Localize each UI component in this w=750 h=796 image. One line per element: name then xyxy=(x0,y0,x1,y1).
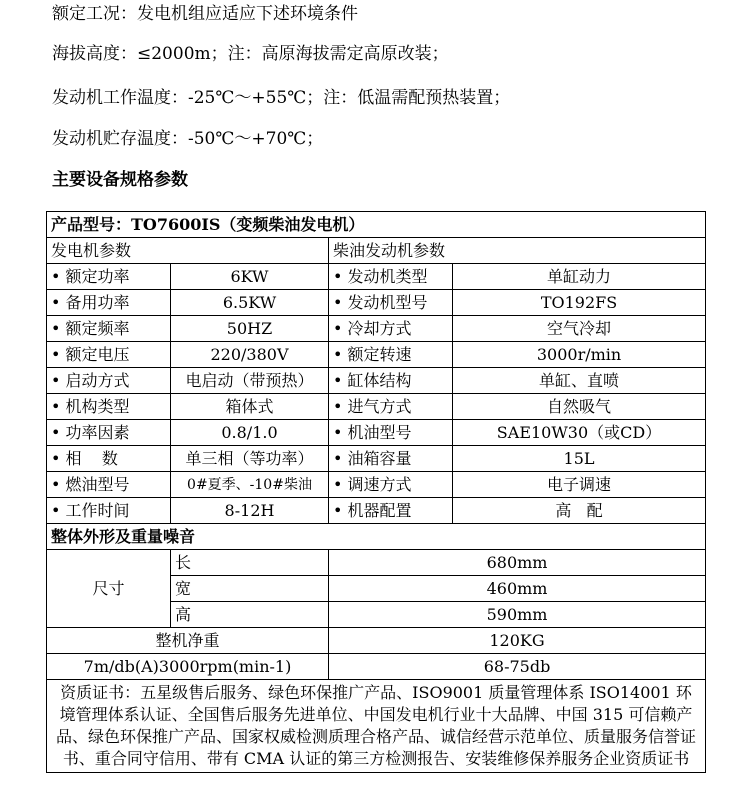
engine-param-label: • 额定转速 xyxy=(329,342,453,368)
engine-param-label: • 机器配置 xyxy=(329,498,453,524)
generator-param-value: 6KW xyxy=(171,264,329,290)
table-row xyxy=(47,264,706,290)
height-label: 高 xyxy=(171,602,329,628)
spec-table xyxy=(46,211,706,773)
dimensions-header: 整体外形及重量噪音 xyxy=(47,524,706,550)
table-row xyxy=(47,290,706,316)
engine-param-label: • 缸体结构 xyxy=(329,368,453,394)
engine-param-value: 高 配 xyxy=(453,498,706,524)
generator-param-label: • 燃油型号 xyxy=(47,472,171,498)
table-row xyxy=(47,342,706,368)
generator-param-value: 220/380V xyxy=(171,342,329,368)
table-row xyxy=(47,472,706,498)
noise-label: 7m/db(A)3000rpm(min-1) xyxy=(47,654,329,680)
generator-param-value: 电启动（带预热） xyxy=(171,368,329,394)
table-row xyxy=(47,368,706,394)
generator-param-value: 0#夏季、-10#柴油 xyxy=(171,472,329,498)
table-row xyxy=(47,316,706,342)
generator-param-label: • 功率因素 xyxy=(47,420,171,446)
table-row xyxy=(47,394,706,420)
generator-params-header: 发电机参数 xyxy=(47,238,329,264)
generator-param-value: 0.8/1.0 xyxy=(171,420,329,446)
length-value: 680mm xyxy=(329,550,706,576)
length-label: 长 xyxy=(171,550,329,576)
product-model-title: 产品型号：TO7600IS（变频柴油发电机） xyxy=(47,212,706,238)
altitude-text: 海拔高度：≤2000m；注：高原海拔需定高原改装； xyxy=(52,44,449,64)
engine-param-value: 单缸动力 xyxy=(453,264,706,290)
generator-param-label: • 工作时间 xyxy=(47,498,171,524)
engine-param-value: 自然吸气 xyxy=(453,394,706,420)
generator-param-label: • 启动方式 xyxy=(47,368,171,394)
width-value: 460mm xyxy=(329,576,706,602)
storage-temperature-text: 发动机贮存温度：-50℃～+70℃； xyxy=(52,129,324,149)
generator-param-label: • 备用功率 xyxy=(47,290,171,316)
generator-param-value: 50HZ xyxy=(171,316,329,342)
engine-param-label: • 发动机型号 xyxy=(329,290,453,316)
generator-param-value: 箱体式 xyxy=(171,394,329,420)
engine-param-value: 电子调速 xyxy=(453,472,706,498)
size-label: 尺寸 xyxy=(47,550,171,628)
working-temperature-text: 发动机工作温度：-25℃～+55℃；注：低温需配预热装置； xyxy=(52,88,511,108)
engine-param-value: SAE10W30（或CD） xyxy=(453,420,706,446)
generator-param-value: 6.5KW xyxy=(171,290,329,316)
engine-param-label: • 调速方式 xyxy=(329,472,453,498)
generator-param-label: • 额定功率 xyxy=(47,264,171,290)
engine-param-label: • 发动机类型 xyxy=(329,264,453,290)
net-weight-value: 120KG xyxy=(329,628,706,654)
spec-heading: 主要设备规格参数 xyxy=(52,170,188,190)
table-row xyxy=(47,420,706,446)
engine-param-label: • 冷却方式 xyxy=(329,316,453,342)
generator-param-label: • 额定频率 xyxy=(47,316,171,342)
engine-param-value: TO192FS xyxy=(453,290,706,316)
certificates-text: 资质证书：五星级售后服务、绿色环保推广产品、ISO9001 质量管理体系 ISO14001 环境管理体系认证、全国售后服务先进单位、中国发电机行业十大品牌、中国 315 可信赖产品、绿色环保推广产品、国家权威检测质理合格产品、诚信经营示范单位、质量服务信誉证书、重合同守信用、带有 CMA 认证的第三方检测报告、安装维修保养服务企业资质证书 xyxy=(47,680,706,773)
engine-param-value: 15L xyxy=(453,446,706,472)
generator-param-label: • 额定电压 xyxy=(47,342,171,368)
engine-param-label: • 进气方式 xyxy=(329,394,453,420)
engine-param-value: 空气冷却 xyxy=(453,316,706,342)
generator-param-value: 8-12H xyxy=(171,498,329,524)
height-value: 590mm xyxy=(329,602,706,628)
width-label: 宽 xyxy=(171,576,329,602)
generator-param-label: • 机构类型 xyxy=(47,394,171,420)
rated-conditions-text: 额定工况：发电机组应适应下述环境条件 xyxy=(52,4,358,24)
engine-param-value: 3000r/min xyxy=(453,342,706,368)
net-weight-label: 整机净重 xyxy=(47,628,329,654)
table-row xyxy=(47,498,706,524)
engine-params-header: 柴油发动机参数 xyxy=(329,238,706,264)
table-row xyxy=(47,446,706,472)
noise-value: 68-75db xyxy=(329,654,706,680)
engine-param-label: • 油箱容量 xyxy=(329,446,453,472)
engine-param-label: • 机油型号 xyxy=(329,420,453,446)
generator-param-label: • 相 数 xyxy=(47,446,171,472)
engine-param-value: 单缸、直喷 xyxy=(453,368,706,394)
generator-param-value: 单三相（等功率） xyxy=(171,446,329,472)
